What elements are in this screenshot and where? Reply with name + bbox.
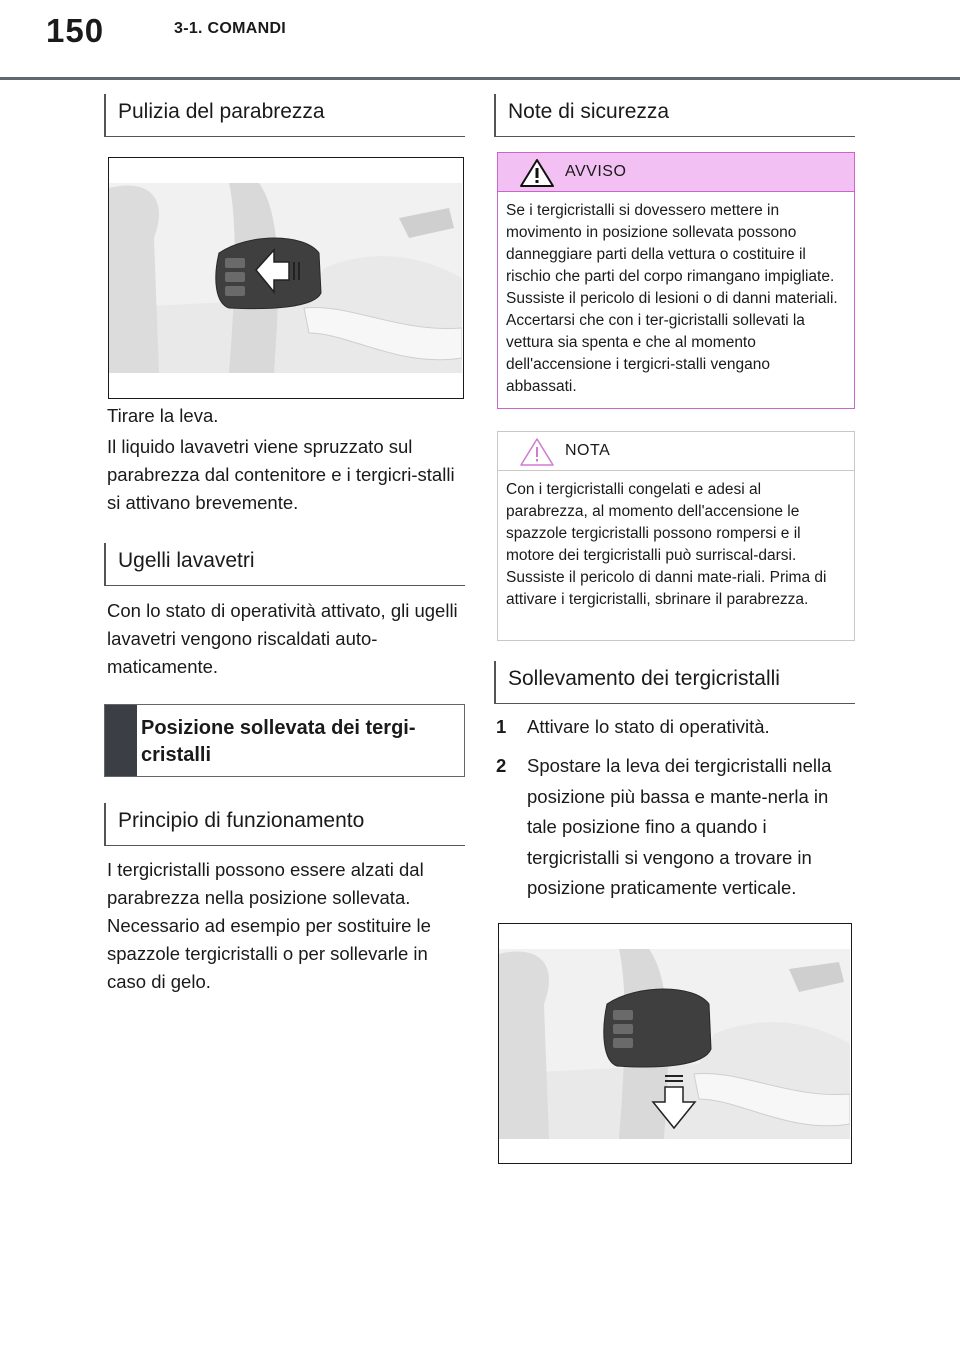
step-2 — [496, 751, 858, 911]
header-rule — [0, 77, 960, 80]
heading-lifting-wipers: Sollevamento dei tergicristalli — [494, 661, 855, 704]
warning-header — [498, 153, 854, 192]
note-header — [498, 432, 854, 471]
heading-washer-nozzles: Ugelli lavavetri — [104, 543, 465, 586]
chapter-title: 3-1. COMANDI — [174, 20, 287, 37]
figure-lever-down — [498, 923, 852, 1164]
step-number: 1 — [496, 716, 507, 737]
note-text: Con i tergicristalli congelati e adesi al parabrezza, al momento dell'accensione le spazzole tergicristalli possono rompersi e il motore dei tergicristalli può surriscal-darsi. Sussiste il pericolo di danni mate-riali. Prima di attivare i tergicristalli, sbrinare il parabrezza. — [506, 481, 827, 608]
step-text: Spostare la leva dei tergicristalli nella posizione più bassa e mante-nerla in tale posizione fino a quando i tergicristalli si vengono a trovare in posizione praticamente verticale. — [527, 755, 832, 898]
cleaning-paragraph: Il liquido lavavetri viene spruzzato sul parabrezza dal contenitore e i tergicri-stalli si attivano brevemente. — [107, 436, 455, 513]
principle-paragraph: I tergicristalli possono essere alzati dal parabrezza nella posizione sollevata. Necessario ad esempio per sostituire le spazzole tergicristalli o per sollevarle in caso di gelo. — [107, 859, 431, 992]
heading-safety-notes: Note di sicurezza — [494, 94, 855, 137]
step-number: 2 — [496, 755, 507, 776]
heading-windshield-cleaning: Pulizia del parabrezza — [104, 94, 465, 137]
warning-text: Se i tergicristalli si dovessero mettere in movimento in posizione sollevata possono danneggiare parti della vettura o costituire il rischio che parti del corpo rimangano impigliate. Sussiste il pericolo di lesioni o di danni materiali. Accertarsi che con i ter-gicristalli sollevati la vettura sia spenta e che al momento dell'accensione i tergicri-stalli vengano abbassati. — [506, 202, 838, 395]
fig1-caption: Tirare la leva. — [107, 405, 219, 426]
heading-raised-position: Posizione sollevata dei tergi- cristalli — [104, 704, 465, 777]
caution-triangle-icon — [519, 437, 555, 467]
step-text: Attivare lo stato di operatività. — [527, 716, 770, 737]
note-box — [497, 431, 855, 641]
warning-label: AVVISO — [565, 163, 627, 180]
heading-operating-principle: Principio di funzionamento — [104, 803, 465, 846]
figure-lever-pull — [108, 157, 464, 399]
lever-pull-illustration — [109, 158, 462, 397]
warning-box — [497, 152, 855, 409]
nozzles-paragraph: Con lo stato di operatività attivato, gli ugelli lavavetri vengono riscaldati auto-maticamente. — [107, 600, 458, 677]
note-label: NOTA — [565, 442, 611, 459]
page-number: 150 — [46, 12, 105, 49]
warning-triangle-icon — [519, 158, 555, 188]
step-1 — [496, 712, 858, 744]
lever-down-illustration — [499, 924, 850, 1162]
